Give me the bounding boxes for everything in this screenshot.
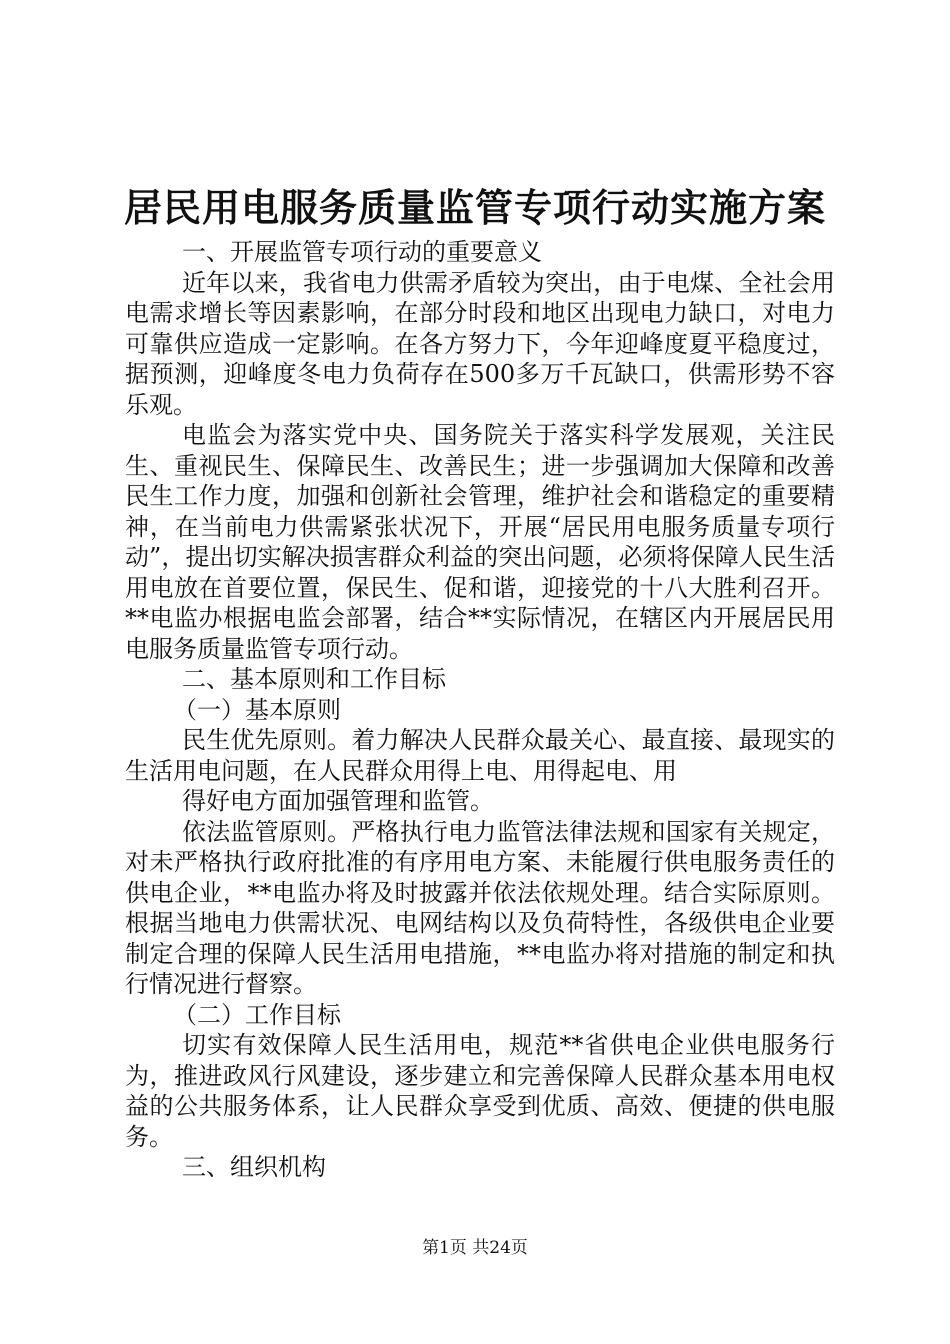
paragraph-5: 切实有效保障人民生活用电，规范**省供电企业供电服务行为，推进政风行风建设，逐步建立和完善保障人民群众基本用电权益的公共服务体系，让人民群众享受到优质、高效、便捷的供电服务。: [125, 1031, 835, 1151]
subsection-heading-basic-principles: （一）基本原则: [173, 695, 341, 724]
page-number-footer: 第1页 共24页: [422, 1238, 528, 1258]
document-title: 居民用电服务质量监管专项行动实施方案: [123, 185, 826, 230]
paragraph-4: 依法监管原则。严格执行电力监管法律法规和国家有关规定，对未严格执行政府批准的有序用电方案、未能履行供电服务责任的供电企业，**电监办将及时披露并依法依规处理。结合实际原则。根据当地电力供需状况、电网结构以及负荷特性，各级供电企业要制定合理的保障人民生活用电措施，**电监办将对措施的制定和执行情况进行督察。: [125, 817, 835, 998]
paragraph-3a: 民生优先原则。着力解决人民群众最关心、最直接、最现实的生活用电问题，在人民群众用得上电、用得起电、用: [125, 726, 835, 785]
paragraph-2: 电监会为落实党中央、国务院关于落实科学发展观，关注民生、重视民生、保障民生、改善民生；进一步强调加大保障和改善民生工作力度，加强和创新社会管理，维护社会和谐稳定的重要精神，在当前电力供需紧张状况下，开展“居民用电服务质量专项行动”，提出切实解决损害群众利益的突出问题，必须将保障人民生活用电放在首要位置，保民生、促和谐，迎接党的十八大胜利召开。**电监办根据电监会部署，结合**实际情况，在辖区内开展居民用电服务质量监管专项行动。: [125, 421, 835, 663]
section-heading-1: 一、开展监管专项行动的重要意义: [182, 238, 542, 266]
paragraph-1: 近年以来，我省电力供需矛盾较为突出，由于电煤、全社会用电需求增长等因素影响，在部分时段和地区出现电力缺口，对电力可靠供应造成一定影响。在各方努力下，今年迎峰度夏平稳度过，据预测，迎峰度冬电力负荷存在500多万千瓦缺口，供需形势不容乐观。: [125, 268, 835, 419]
subsection-heading-work-goals: （二）工作目标: [173, 1000, 341, 1029]
document-body: [125, 237, 835, 1183]
section-heading-3: 三、组织机构: [182, 1153, 326, 1181]
paragraph-3b: 得好电方面加强管理和监管。: [182, 787, 494, 815]
section-heading-2: 二、基本原则和工作目标: [182, 665, 446, 693]
